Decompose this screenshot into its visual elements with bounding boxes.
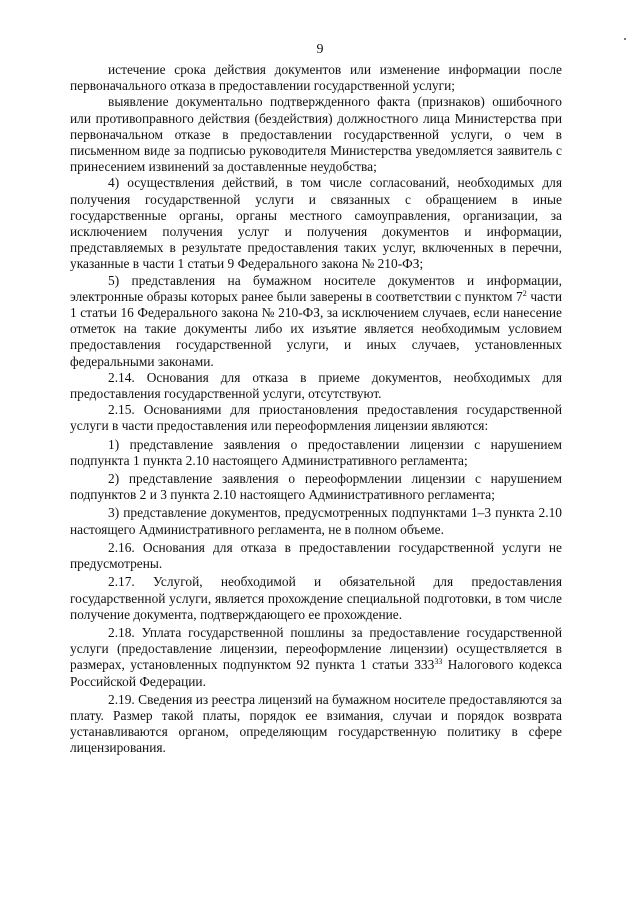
paragraph-item-5-text-b: части 1 статьи 16 Федерального закона № 210-ФЗ, за исключением случаев, если нанесение отметок на такие документы либо их изъятие является необходимым условием предоставления государственной услуги, и иных случаев, установленных федеральными законами.: [70, 288, 562, 369]
paragraph-2-15-item-3: 3) представление документов, предусмотренных подпунктами 1–3 пункта 2.10 настоящего Административного регламента, не в полном объеме.: [70, 505, 562, 537]
paragraph-error-detection: выявление документально подтвержденного факта (признаков) ошибочного или противоправного действия (бездействия) должностного лица Министерства при первоначальном отказе в предоставлении государственной услуги, о чем в письменном виде за подписью руководителя Министерства уведомляется заявитель с принесением извинений за доставленные неудобства;: [70, 94, 562, 175]
paragraph-2-15-item-2: 2) представление заявления о переоформлении лицензии с нарушением подпунктов 2 и 3 пункта 2.10 настоящего Административного регламента;: [70, 471, 562, 503]
paragraph-item-5: [70, 273, 562, 370]
page-number: 9: [316, 42, 324, 57]
paragraph-item-5-superscript: 2: [522, 288, 527, 298]
paragraph-2-18-text-a: 2.18. Уплата государственной пошлины за предоставление государственной услуги (предоставление лицензии, переоформление лицензии) осуществляется в размерах, установленных подпунктом 92 пункта 1 статьи 333: [70, 624, 562, 673]
paragraph-2-18-superscript: 33: [434, 657, 443, 667]
paragraph-expiry: истечение срока действия документов или изменение информации после первоначального отказа в предоставлении государственной услуги;: [70, 62, 562, 94]
paragraph-2-14: 2.14. Основания для отказа в приеме документов, необходимых для предоставления государственной услуги, отсутствуют.: [70, 369, 562, 402]
paragraph-2-17: 2.17. Услугой, необходимой и обязательной для предоставления государственной услуги, является прохождение специальной подготовки, в том числе получение документа, подтверждающего ее прохождение.: [70, 574, 562, 622]
paragraph-item-5-text-a: 5) представления на бумажном носителе документов и информации, электронные образы которых ранее были заверены в соответствии с пунктом 7: [70, 272, 562, 304]
document-body: [70, 62, 562, 757]
scan-speck: [624, 38, 626, 40]
paragraph-2-16: 2.16. Основания для отказа в предоставлении государственной услуги не предусмотрены.: [70, 539, 562, 572]
paragraph-2-18-text-b: Налогового кодекса Российской Федерации.: [70, 657, 562, 689]
paragraph-2-15-item-1: 1) представление заявления о предоставлении лицензии с нарушением подпункта 1 пункта 2.10 настоящего Административного регламента;: [70, 436, 562, 468]
paragraph-2-19: 2.19. Сведения из реестра лицензий на бумажном носителе предоставляются за плату. Размер такой платы, порядок ее взимания, случаи и порядок возврата устанавливаются органом, определяющим государственную политику в сфере лицензирования.: [70, 691, 562, 756]
paragraph-2-18: [70, 625, 562, 690]
paragraph-item-4: 4) осуществления действий, в том числе согласований, необходимых для получения государственной услуги и связанных с обращением в иные государственные органы, органы местного самоуправления, организации, за исключением получения услуг и получения документов и информации, представляемых в результате предоставления таких услуг, включенных в перечни, указанные в части 1 статьи 9 Федерального закона № 210-ФЗ;: [70, 175, 562, 272]
paragraph-2-15: 2.15. Основаниями для приостановления предоставления государственной услуги в части предоставления или переоформления лицензии являются:: [70, 402, 562, 434]
